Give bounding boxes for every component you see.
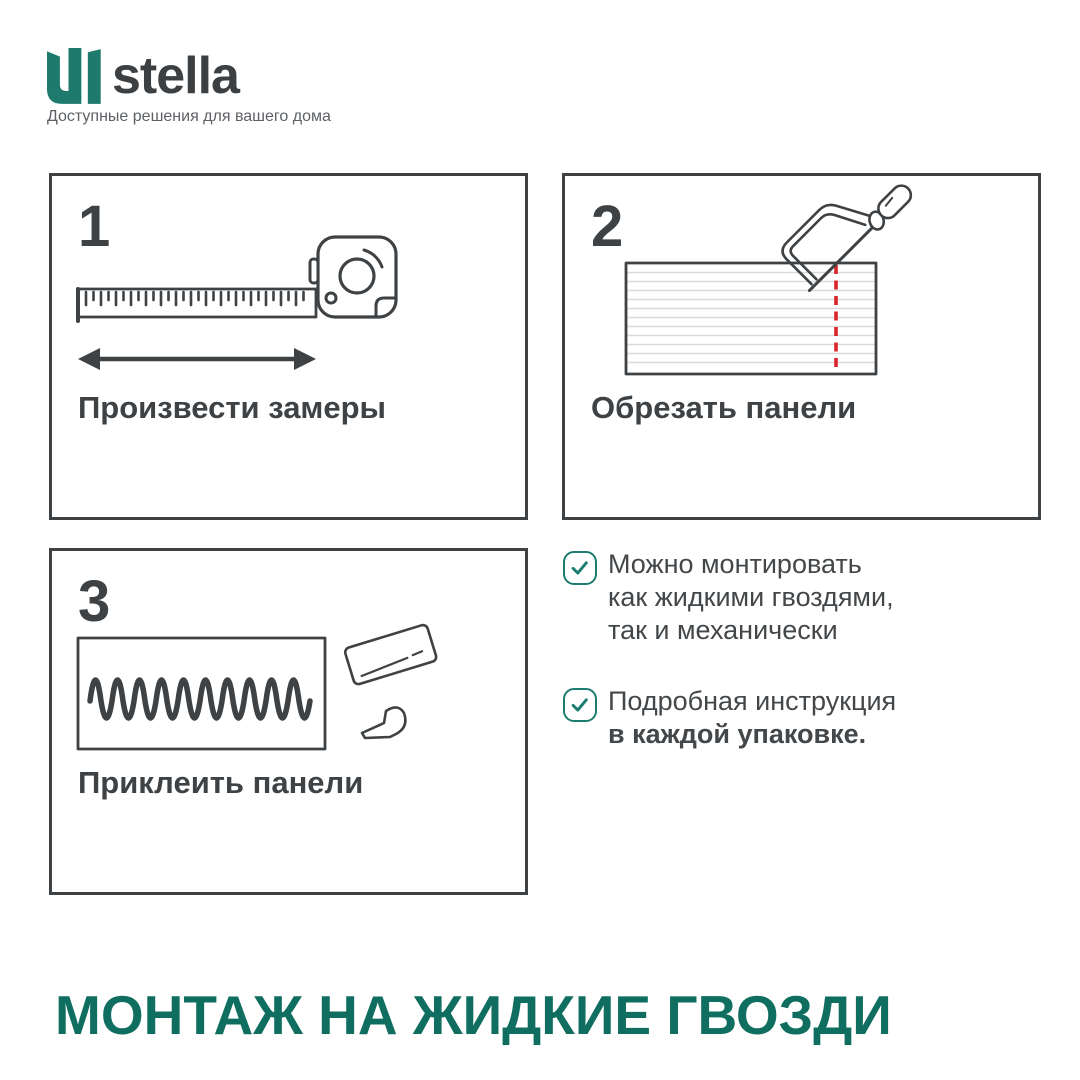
step-caption: Приклеить панели xyxy=(78,765,364,800)
glue-tube-icon xyxy=(344,624,437,685)
stella-logo-icon xyxy=(47,48,105,106)
hacksaw-cut-panel-icon xyxy=(565,176,1038,517)
brand-tagline: Доступные решения для вашего дома xyxy=(47,108,331,125)
step-number: 1 xyxy=(78,194,111,259)
check-icon xyxy=(563,688,597,722)
step-1-panel xyxy=(49,173,528,520)
tape-measure-icon xyxy=(52,176,525,517)
hacksaw-icon xyxy=(774,176,916,297)
double-arrow-icon xyxy=(78,348,316,370)
note-line: в каждой упаковке. xyxy=(608,719,867,749)
glue-wave-panel-icon xyxy=(52,551,525,892)
glue-wave xyxy=(90,680,310,718)
step-caption: Обрезать панели xyxy=(591,390,857,425)
page-title: МОНТАЖ НА ЖИДКИЕ ГВОЗДИ xyxy=(55,984,892,1046)
step-2-panel xyxy=(562,173,1041,520)
note-line: Можно монтировать xyxy=(608,549,862,579)
note-line: как жидкими гвоздями, xyxy=(608,582,894,612)
note-line: Подробная инструкция xyxy=(608,686,897,716)
note-text xyxy=(608,548,1033,647)
note-item xyxy=(563,685,1033,751)
step-number: 2 xyxy=(591,194,624,259)
brand-wordmark: stella xyxy=(112,47,239,105)
note-line: так и механически xyxy=(608,615,838,645)
check-icon xyxy=(563,551,597,585)
note-item xyxy=(563,548,1033,647)
nozzle-icon xyxy=(362,707,405,738)
step-3-panel xyxy=(49,548,528,895)
step-caption: Произвести замеры xyxy=(78,390,387,425)
note-text xyxy=(608,685,1033,751)
step-number: 3 xyxy=(78,569,111,634)
panel-illustration xyxy=(626,263,876,374)
